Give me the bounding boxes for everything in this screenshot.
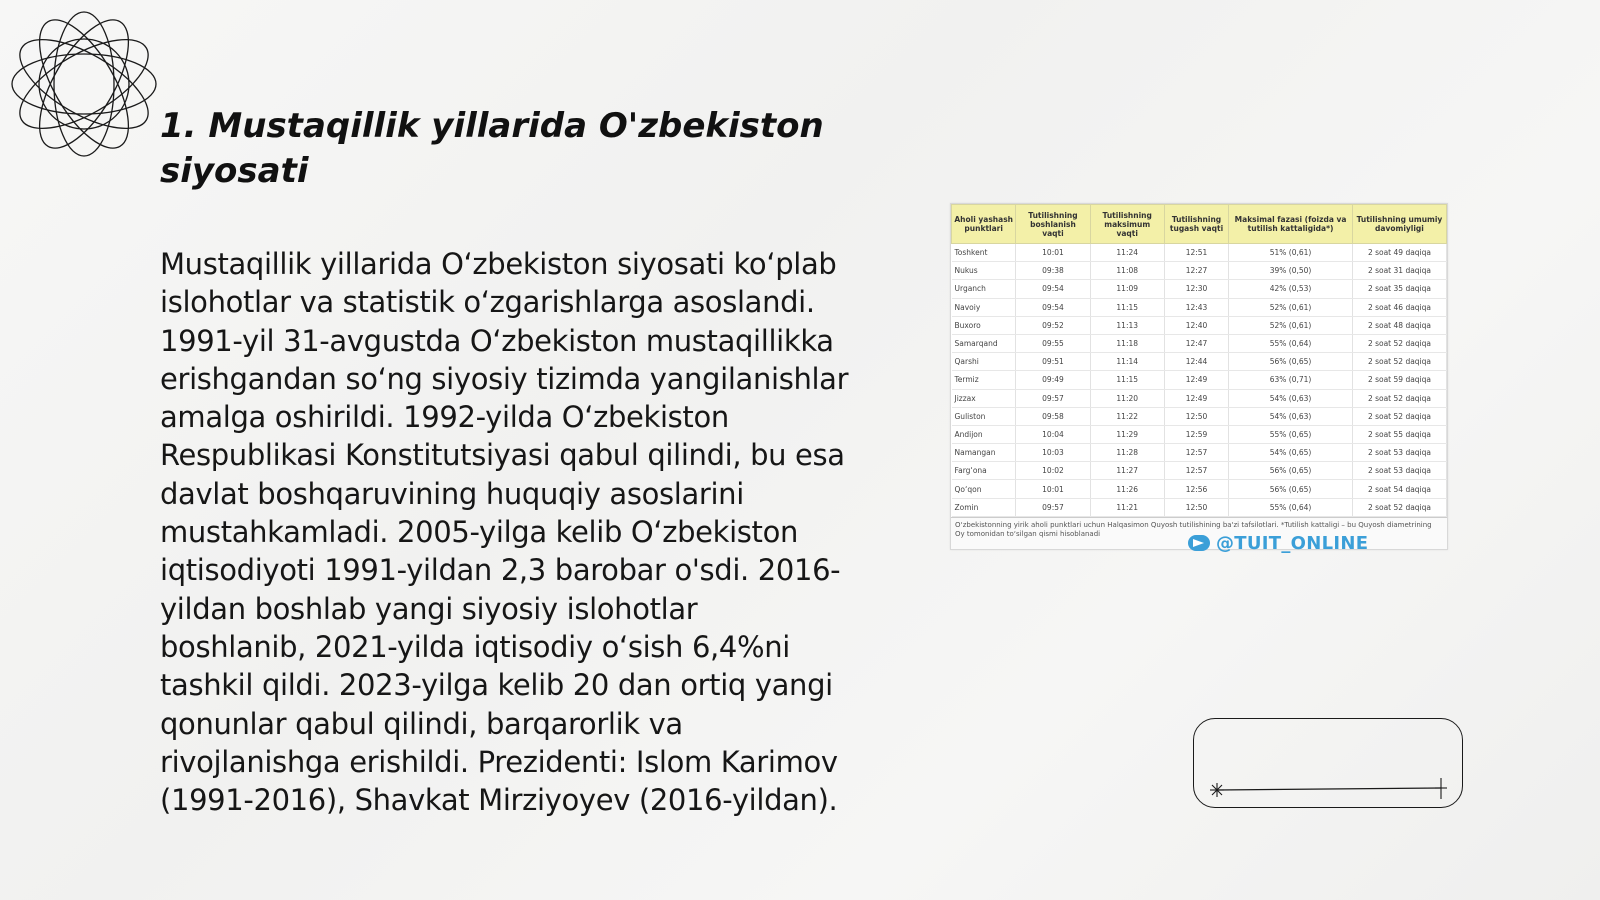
- table-cell: 09:38: [1016, 262, 1090, 280]
- table-row: [952, 371, 1447, 389]
- table-row: [952, 262, 1447, 280]
- table-cell: 52% (0,61): [1229, 298, 1353, 316]
- table-row: [952, 498, 1447, 516]
- table-cell: 11:28: [1090, 444, 1164, 462]
- table-cell: 56% (0,65): [1229, 462, 1353, 480]
- table-cell: 39% (0,50): [1229, 262, 1353, 280]
- table-cell: 55% (0,64): [1229, 334, 1353, 352]
- table-cell: 12:40: [1164, 316, 1228, 334]
- telegram-icon: [1188, 535, 1210, 551]
- table-cell: 11:14: [1090, 353, 1164, 371]
- table-cell: Qarshi: [952, 353, 1016, 371]
- table-cell: 10:01: [1016, 244, 1090, 262]
- table-cell: 11:26: [1090, 480, 1164, 498]
- table-cell: 12:57: [1164, 462, 1228, 480]
- table-cell: 09:52: [1016, 316, 1090, 334]
- table-cell: 2 soat 52 daqiqa: [1352, 498, 1446, 516]
- table-row: [952, 280, 1447, 298]
- table-cell: 55% (0,65): [1229, 425, 1353, 443]
- table-cell: 11:15: [1090, 298, 1164, 316]
- table-cell: 11:09: [1090, 280, 1164, 298]
- table-cell: 09:55: [1016, 334, 1090, 352]
- table-cell: 12:44: [1164, 353, 1228, 371]
- table-cell: 11:15: [1090, 371, 1164, 389]
- table-cell: 10:01: [1016, 480, 1090, 498]
- table-cell: 2 soat 35 daqiqa: [1352, 280, 1446, 298]
- table-cell: 12:51: [1164, 244, 1228, 262]
- table-cell: 2 soat 52 daqiqa: [1352, 407, 1446, 425]
- table-cell: 63% (0,71): [1229, 371, 1353, 389]
- table-cell: 09:51: [1016, 353, 1090, 371]
- table-cell: 12:43: [1164, 298, 1228, 316]
- table-cell: Andijon: [952, 425, 1016, 443]
- table-cell: 2 soat 54 daqiqa: [1352, 480, 1446, 498]
- table-header-cell: Tutilishning maksimum vaqti: [1090, 205, 1164, 244]
- table-cell: 2 soat 55 daqiqa: [1352, 425, 1446, 443]
- table-cell: 11:20: [1090, 389, 1164, 407]
- table-cell: 11:18: [1090, 334, 1164, 352]
- table-cell: 12:50: [1164, 498, 1228, 516]
- table-cell: 12:47: [1164, 334, 1228, 352]
- table-row: [952, 334, 1447, 352]
- table-cell: 2 soat 31 daqiqa: [1352, 262, 1446, 280]
- table-cell: 09:54: [1016, 280, 1090, 298]
- table-cell: 52% (0,61): [1229, 316, 1353, 334]
- watermark-text: @TUIT_ONLINE: [1216, 532, 1369, 554]
- table-caption: O‘zbekistonning yirik aholi punktlari uchun Halqasimon Quyosh tutilishining ba'zi tafsilotlari. *Tutilish kattaligi – bu Quyosh diametrining Oy tomonidan to‘silgan qismi hisoblanadi: [951, 517, 1447, 549]
- table-cell: Nukus: [952, 262, 1016, 280]
- table-cell: 2 soat 49 daqiqa: [1352, 244, 1446, 262]
- table-cell: 2 soat 52 daqiqa: [1352, 334, 1446, 352]
- table-cell: 09:58: [1016, 407, 1090, 425]
- table-cell: Buxoro: [952, 316, 1016, 334]
- eclipse-table-image: [950, 203, 1448, 550]
- table-cell: 11:29: [1090, 425, 1164, 443]
- table-cell: 2 soat 48 daqiqa: [1352, 316, 1446, 334]
- table-cell: 09:57: [1016, 498, 1090, 516]
- table-cell: Termiz: [952, 371, 1016, 389]
- table-row: [952, 389, 1447, 407]
- table-body: [952, 244, 1447, 517]
- table-cell: 55% (0,64): [1229, 498, 1353, 516]
- table-cell: 11:27: [1090, 462, 1164, 480]
- line-with-sparkle-decoration: [1205, 775, 1450, 805]
- table-cell: 2 soat 59 daqiqa: [1352, 371, 1446, 389]
- table-cell: 09:49: [1016, 371, 1090, 389]
- table-cell: 56% (0,65): [1229, 353, 1353, 371]
- table-cell: 42% (0,53): [1229, 280, 1353, 298]
- table-cell: 56% (0,65): [1229, 480, 1353, 498]
- table-cell: 2 soat 52 daqiqa: [1352, 389, 1446, 407]
- table-cell: 2 soat 53 daqiqa: [1352, 444, 1446, 462]
- table-cell: 11:24: [1090, 244, 1164, 262]
- table-cell: 51% (0,61): [1229, 244, 1353, 262]
- table-cell: 12:27: [1164, 262, 1228, 280]
- table-header-cell: Tutilishning tugash vaqti: [1164, 205, 1228, 244]
- table-cell: Samarqand: [952, 334, 1016, 352]
- table-cell: 12:30: [1164, 280, 1228, 298]
- table-cell: 11:08: [1090, 262, 1164, 280]
- table-cell: Zomin: [952, 498, 1016, 516]
- table-cell: 09:57: [1016, 389, 1090, 407]
- table-cell: 11:22: [1090, 407, 1164, 425]
- table-cell: Toshkent: [952, 244, 1016, 262]
- table-cell: 12:49: [1164, 389, 1228, 407]
- table-cell: 12:57: [1164, 444, 1228, 462]
- table-cell: Namangan: [952, 444, 1016, 462]
- table-row: [952, 444, 1447, 462]
- table-row: [952, 244, 1447, 262]
- table-header-cell: Aholi yashash punktlari: [952, 205, 1016, 244]
- table-cell: 12:56: [1164, 480, 1228, 498]
- watermark: [1188, 532, 1368, 554]
- table-row: [952, 298, 1447, 316]
- eclipse-table: [951, 204, 1447, 517]
- table-cell: Navoiy: [952, 298, 1016, 316]
- table-cell: 11:13: [1090, 316, 1164, 334]
- table-header-row: [952, 205, 1447, 244]
- table-row: [952, 425, 1447, 443]
- table-header-cell: Maksimal fazasi (foizda va tutilish kattaligida*): [1229, 205, 1353, 244]
- table-row: [952, 316, 1447, 334]
- table-cell: 54% (0,65): [1229, 444, 1353, 462]
- table-cell: 12:50: [1164, 407, 1228, 425]
- table-header-cell: Tutilishning boshlanish vaqti: [1016, 205, 1090, 244]
- table-cell: 10:04: [1016, 425, 1090, 443]
- table-cell: 2 soat 53 daqiqa: [1352, 462, 1446, 480]
- table-cell: Urganch: [952, 280, 1016, 298]
- table-row: [952, 462, 1447, 480]
- table-cell: Farg‘ona: [952, 462, 1016, 480]
- table-cell: 10:03: [1016, 444, 1090, 462]
- table-cell: Jizzax: [952, 389, 1016, 407]
- table-cell: 54% (0,63): [1229, 389, 1353, 407]
- table-cell: 10:02: [1016, 462, 1090, 480]
- table-cell: 11:21: [1090, 498, 1164, 516]
- table-row: [952, 353, 1447, 371]
- circles-rosette-logo: [10, 10, 158, 158]
- table-cell: Qo‘qon: [952, 480, 1016, 498]
- table-cell: 2 soat 46 daqiqa: [1352, 298, 1446, 316]
- table-cell: 54% (0,63): [1229, 407, 1353, 425]
- table-cell: 2 soat 52 daqiqa: [1352, 353, 1446, 371]
- table-cell: Guliston: [952, 407, 1016, 425]
- table-cell: 09:54: [1016, 298, 1090, 316]
- slide-title: 1. Mustaqillik yillarida O'zbekiston siyosati: [160, 106, 824, 191]
- table-cell: 12:49: [1164, 371, 1228, 389]
- table-row: [952, 407, 1447, 425]
- slide-body-text: Mustaqillik yillarida O‘zbekiston siyosati ko‘plab islohotlar va statistik o‘zgarishlarga asoslandi. 1991-yil 31-avgustda O‘zbekiston mustaqillikka erishgandan so‘ng siyosiy tizimda yangilanishlar amalga oshirildi. 1992-yilda O‘zbekiston Respublikasi Konstitutsiyasi qabul qilindi, bu esa davlat boshqaruvining huquqiy asoslarini mustahkamladi. 2005-yilga kelib O‘zbekiston iqtisodiyoti 1991-yildan 2,3 barobar o'sdi. 2016-yildan boshlab yangi siyosiy islohotlar boshlanib, 2021-yilda iqtisodiy o‘sish 6,4%ni tashkil qildi. 2023-yilga kelib 20 dan ortiq yangi qonunlar qabul qilindi, barqarorlik va rivojlanishga erishildi. Prezidenti: Islom Karimov (1991-2016), Shavkat Mirziyoyev (2016-yildan).: [160, 247, 849, 818]
- table-header-cell: Tutilishning umumiy davomiyligi: [1352, 205, 1446, 244]
- table-row: [952, 480, 1447, 498]
- table-cell: 12:59: [1164, 425, 1228, 443]
